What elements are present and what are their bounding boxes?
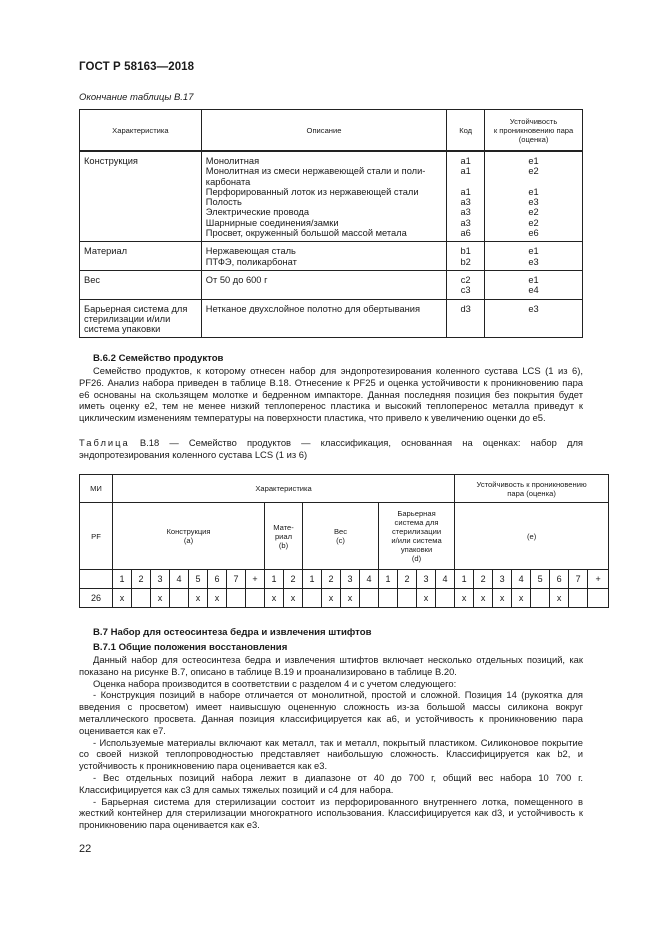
cell-code: a1 a1 a1 a3 a3 a3 a6 (447, 151, 485, 242)
cell-characteristic: Конструкция (80, 151, 202, 242)
num-cell: 4 (170, 570, 189, 589)
table-18 (79, 474, 609, 608)
cell-description: Нетканое двухслойное полотно для обертывания (201, 299, 446, 338)
header-description: Описание (201, 110, 446, 152)
num-cell: 1 (455, 570, 474, 589)
table-17 (79, 109, 583, 338)
num-cell: 2 (284, 570, 303, 589)
mark-cell: x (265, 589, 284, 608)
cell-characteristic: Барьерная система для стерилизации и/или система упаковки (80, 299, 202, 338)
num-cell: 1 (379, 570, 398, 589)
mark-cell: x (512, 589, 531, 608)
table-18-header-row-1 (80, 475, 609, 503)
num-cell: 1 (303, 570, 322, 589)
num-cell: 7 (227, 570, 246, 589)
mark-cell (227, 589, 246, 608)
mark-cell: x (322, 589, 341, 608)
header-grade: (e) (455, 503, 609, 570)
paragraph: - Вес отдельных позиций набора лежит в диапазоне от 40 до 700 г, общий вес набора 10 700 г. Классифицируется как c3 для самых тяжелых позиций и c4 для набора. (79, 771, 583, 795)
section-b71-text (79, 654, 583, 831)
cell-grade: e1 e4 (485, 270, 583, 299)
mark-cell (246, 589, 265, 608)
header-characteristic: Характеристика (113, 475, 455, 503)
paragraph: - Конструкция позиций в наборе отличается от монолитной, простой и сложной. Позиция 14 (рукоятка для введения с просветом) имеет наивысшую оцененную сложность из-за большой массы силикона вокруг металлического просвета. Данная позиция классифицируется как a6, и устойчивость к проникновению пара оценивается как e7. (79, 689, 583, 736)
table-18-header-row-2 (80, 503, 609, 570)
num-cell: 7 (569, 570, 588, 589)
num-cell: 6 (208, 570, 227, 589)
cell-characteristic: Материал (80, 242, 202, 271)
pf-value: 26 (80, 589, 113, 608)
num-cell: 3 (341, 570, 360, 589)
section-b7-title: В.7 Набор для остеосинтеза бедра и извлечения штифтов (93, 627, 372, 638)
num-cell: 6 (550, 570, 569, 589)
mark-cell: x (208, 589, 227, 608)
section-b62-title: В.6.2 Семейство продуктов (93, 353, 224, 364)
cell-code: d3 (447, 299, 485, 338)
num-cell: 1 (265, 570, 284, 589)
num-cell: + (246, 570, 265, 589)
cell-grade: e1 e3 (485, 242, 583, 271)
num-cell: 5 (531, 570, 550, 589)
num-cell: 3 (417, 570, 436, 589)
mark-cell: x (493, 589, 512, 608)
mark-cell: x (341, 589, 360, 608)
num-cell: 4 (436, 570, 455, 589)
table-18-number-row (80, 570, 609, 589)
paragraph: - Барьерная система для стерилизации состоит из перфорированного внутреннего лотка, помещенного в жесткий контейнер для стерилизации многократного использования. Классифицируется как d3, и устойчивость к проникновению пара оценивается как e3. (79, 795, 583, 831)
header-pf: PF (80, 503, 113, 570)
mark-cell: x (474, 589, 493, 608)
num-cell: 3 (151, 570, 170, 589)
mark-cell (588, 589, 609, 608)
mark-cell (303, 589, 322, 608)
paragraph: Оценка набора производится в соответствии с разделом 4 и с учетом следующего: (93, 677, 457, 689)
num-cell: 1 (113, 570, 132, 589)
table-18-data-row (80, 589, 609, 608)
table-row-barrier (80, 299, 583, 338)
num-cell: 3 (493, 570, 512, 589)
table-18-caption: Таблица В.18 — Семейство продуктов — классификация, основанная на оценках: набор для эндопротезирования коленного сустава LCS (1 из 6) (79, 437, 583, 460)
num-cell: 2 (132, 570, 151, 589)
mark-cell: x (417, 589, 436, 608)
header-material: Мате- риал (b) (265, 503, 303, 570)
num-cell: 2 (322, 570, 341, 589)
table-row-material (80, 242, 583, 271)
table-row-construction (80, 151, 583, 242)
cell-code: b1 b2 (447, 242, 485, 271)
header-resistance: Устойчивость к проникновению пара (оценка) (485, 110, 583, 152)
mark-cell: x (550, 589, 569, 608)
header-construction: Конструкция (a) (113, 503, 265, 570)
header-resistance: Устойчивость к проникновению пара (оценка) (455, 475, 609, 503)
section-b62-text: Семейство продуктов, к которому отнесен набор для эндопротезирования коленного сустава LCS (1 из 6), PF26. Анализ набора приведен в таблице В.18. Отнесение к PF25 и оценка устойчивости к проникновению пара e6 основаны на скользящем молотке и бедренном импакторе. Данная последняя позиция без покрытия будет иметь оценку e2, тем не менее низкий теплоперенос пластика и высокий теплоперенос металла приведут к циклическим изменениям температуры на поверхности пластика, что привело к увеличению оценки до e5. (79, 365, 583, 424)
mark-cell (398, 589, 417, 608)
num-cell: 4 (512, 570, 531, 589)
cell-description: Монолитная Монолитная из смеси нержавеющей стали и поли- карбоната Перфорированный лоток из нержавеющей стали Полость Электрические провода Шарнирные соединения/замки Просвет, окруженный большой массой метала (201, 151, 446, 242)
page-number: 22 (79, 843, 92, 855)
cell-description: От 50 до 600 г (201, 270, 446, 299)
num-cell: 2 (474, 570, 493, 589)
mark-cell: x (455, 589, 474, 608)
num-cell: + (588, 570, 609, 589)
cell-description: Нержавеющая сталь ПТФЭ, поликарбонат (201, 242, 446, 271)
num-cell: 2 (398, 570, 417, 589)
header-code: Код (447, 110, 485, 152)
cell-grade: e3 (485, 299, 583, 338)
num-cell: 4 (360, 570, 379, 589)
section-b71-title: В.7.1 Общие положения восстановления (93, 642, 288, 653)
table-17-header-row (80, 110, 583, 152)
mark-cell (132, 589, 151, 608)
header-weight: Вес (c) (303, 503, 379, 570)
table-row-weight (80, 270, 583, 299)
standard-header: ГОСТ Р 58163—2018 (79, 61, 195, 73)
num-cell: 5 (189, 570, 208, 589)
header-barrier: Барьерная система для стерилизации и/или система упаковки (d) (379, 503, 455, 570)
mark-cell (531, 589, 550, 608)
mark-cell (436, 589, 455, 608)
mark-cell (379, 589, 398, 608)
table-17-caption: Окончание таблицы В.17 (79, 92, 194, 103)
cell-code: c2 c3 (447, 270, 485, 299)
mark-cell: x (189, 589, 208, 608)
paragraph: - Используемые материалы включают как металл, так и металл, покрытый пластиком. Силиконовое покрытие со своей низкой теплопроводностью представляет наибольшую сложность. Классифицируется как b2, и устойчивость к проникновению пара оценивается как e3. (79, 736, 583, 772)
paragraph: Данный набор для остеосинтеза бедра и извлечения штифтов включает несколько отдельных позиций, как показано на рисунке В.7, описано в таблице В.19 и проанализировано в таблице В.20. (79, 654, 583, 677)
header-mi: МИ (80, 475, 113, 503)
mark-cell (569, 589, 588, 608)
header-characteristic: Характеристика (80, 110, 202, 152)
mark-cell (170, 589, 189, 608)
mark-cell: x (151, 589, 170, 608)
mark-cell: x (284, 589, 303, 608)
mark-cell: x (113, 589, 132, 608)
cell-characteristic: Вес (80, 270, 202, 299)
cell-grade: e1 e2 e1 e3 e2 e2 e6 (485, 151, 583, 242)
mark-cell (360, 589, 379, 608)
